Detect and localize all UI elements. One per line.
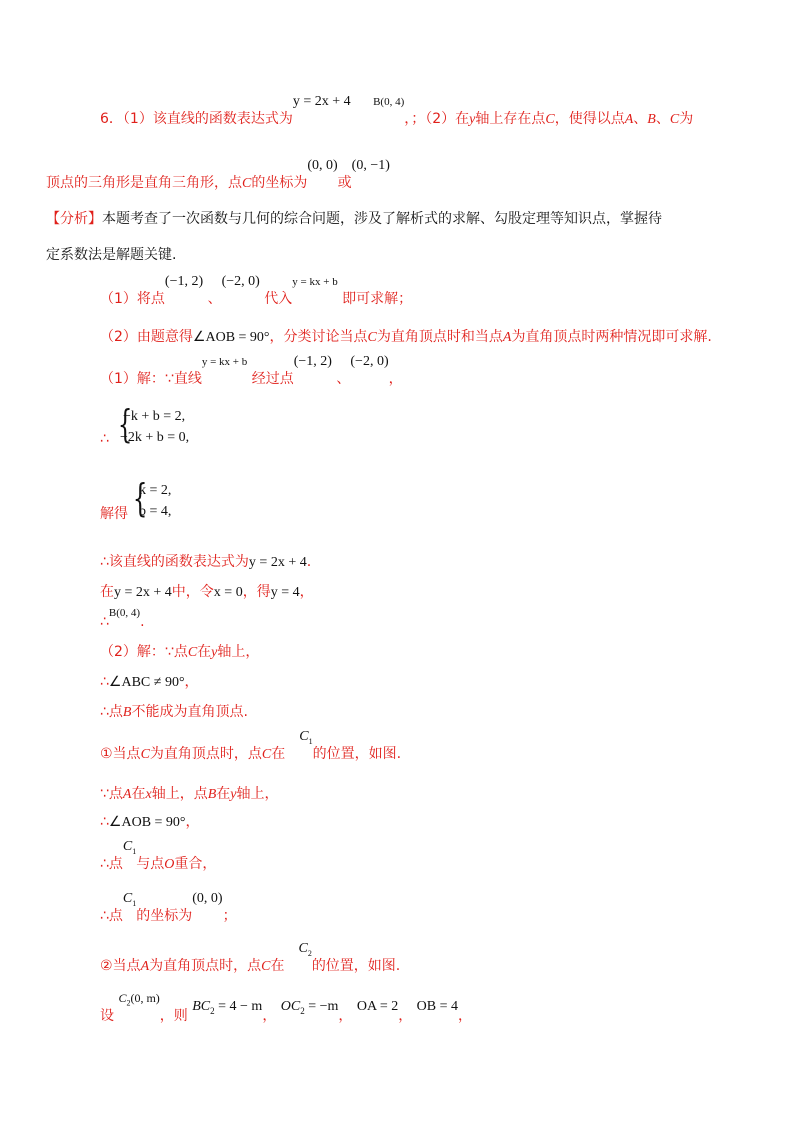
math-expr: y = kx + b bbox=[292, 276, 338, 288]
q6-line1: 6．（1）该直线的函数表达式为y = 2x + 4 $^{B(0, 4)}$，；（2）在y轴上存在点C，使得以点A、B、C为 bbox=[100, 94, 694, 127]
math-expr: y = 4 bbox=[270, 585, 300, 600]
math-expr: (−1, 2) bbox=[164, 274, 204, 289]
part2-line3: ∴点B不能成为直角顶点. bbox=[100, 704, 248, 720]
left-brace: { bbox=[117, 402, 133, 446]
math-expr: B(0, 4) bbox=[373, 96, 405, 108]
math-expr: (−2, 0) bbox=[350, 354, 389, 369]
case1-line3: ∴∠AOB = 90°， bbox=[100, 814, 200, 830]
math-expr: y = 2x + 4 bbox=[292, 94, 351, 109]
result-line1: ∴该直线的函数表达式为y = 2x + 4. bbox=[100, 554, 312, 570]
step1-hint: （1）将点(−1, 2) 、(−2, 0) 代入$^{y = kx + b}$ 即可求解； bbox=[100, 274, 413, 307]
q6-line2: 顶点的三角形是直角三角形，点C的坐标为(0, 0)或(0, −1) bbox=[46, 158, 390, 191]
result-line2: 在y = 2x + 4中，令x = 0，得y = 4， bbox=[100, 584, 314, 600]
case1-line5: ∴点$C_1$的坐标为(0, 0)； bbox=[100, 891, 237, 924]
analysis-line1: 【分析】本题考查了一次函数与几何的综合问题，涉及了解析式的求解、勾股定理等知识点，掌握待 bbox=[46, 211, 662, 227]
math-expr: ∠ABC ≠ 90° bbox=[108, 675, 185, 690]
math-expr: (0, 0) bbox=[307, 158, 338, 173]
solution-line1: （1）解：∵直线$^{y = kx + b}$ 经过点(−1, 2) 、(−2, 0)， bbox=[100, 354, 403, 387]
case1-line4: ∴点$C_1$与点O重合， bbox=[100, 839, 217, 872]
math-expr: y = 2x + 4 bbox=[114, 585, 172, 600]
case1-line2: ∵点A在x轴上，点B在y轴上， bbox=[100, 786, 279, 802]
math-expr: ∠AOB = 90° bbox=[108, 815, 186, 830]
math-expr: y = kx + b bbox=[201, 356, 248, 368]
therefore-symbol: ∴ bbox=[100, 431, 109, 447]
step2-hint: （2）由题意得∠AOB = 90°，分类讨论当点C为直角顶点时和当点A为直角顶点时两种情况即可求解. bbox=[100, 329, 712, 345]
analysis-tag: 【分析】 bbox=[46, 211, 102, 227]
math-expr: (−2, 0) bbox=[221, 274, 260, 289]
analysis-line2: 定系数法是解题关键. bbox=[46, 247, 177, 263]
left-brace: { bbox=[132, 476, 148, 520]
case2-line2: 设 $C_2(0$, m)，则 $BC_2 = 4 - m$， $OC_2 = -m$， OA = 2， OB = 4， bbox=[100, 991, 473, 1024]
math-expr: (0, −1) bbox=[351, 158, 390, 173]
part2-line1: （2）解：∵点C在y轴上， bbox=[100, 644, 260, 660]
part2-line2: ∴∠ABC ≠ 90°， bbox=[100, 674, 199, 690]
case2-line: ②当点A为直角顶点时，点C在$C_2$的位置，如图. bbox=[100, 941, 401, 974]
case1-line: ①当点C为直角顶点时，点C在$C_1$的位置，如图. bbox=[100, 729, 402, 762]
equation: −2k + b = 0, bbox=[120, 430, 190, 445]
equation: k = 2, bbox=[139, 483, 172, 498]
math-expr: (−1, 2) bbox=[293, 354, 332, 369]
solve-label: 解得 bbox=[100, 506, 128, 522]
math-expr: (0, 0) bbox=[192, 891, 223, 906]
math-expr: ∠AOB = 90° bbox=[192, 330, 270, 345]
result-line3: ∴$^{B(0, 4)}$. bbox=[100, 607, 145, 630]
math-expr: B(0, 4) bbox=[108, 607, 141, 619]
math-expr: x = 0 bbox=[213, 585, 243, 600]
math-expr: y = 2x + 4 bbox=[248, 555, 307, 570]
equation: b = 4, bbox=[139, 504, 172, 519]
equation: −k + b = 2, bbox=[123, 409, 186, 424]
